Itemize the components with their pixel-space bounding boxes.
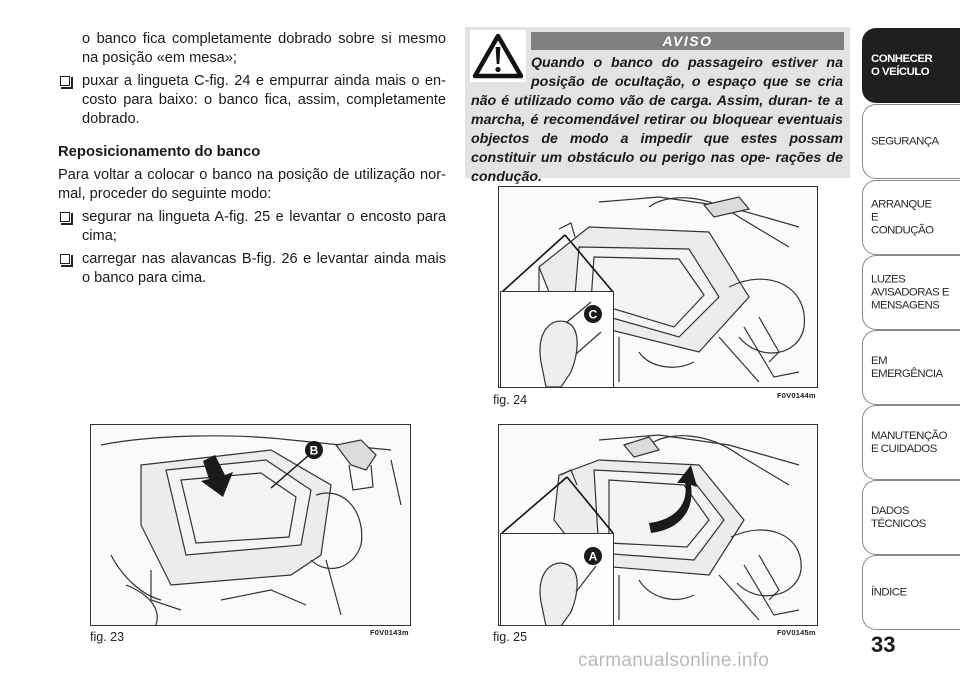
bullet-text: segurar na lingueta A-fig. 25 e levantar o encosto para cima; <box>82 209 446 244</box>
tab-seguranca[interactable] <box>862 104 960 179</box>
tab-dados-tecnicos[interactable] <box>862 480 960 555</box>
figure-24-code: F0V0144m <box>777 391 816 400</box>
body-text-column <box>58 30 446 288</box>
callout-a: A <box>588 549 598 564</box>
tab-label: SEGURANÇA <box>871 135 939 147</box>
figure-24 <box>498 186 818 388</box>
tab-label: DADOS TÉCNICOS <box>871 504 926 530</box>
figure-25-code: F0V0145m <box>777 628 816 637</box>
bullet-alavancas-b <box>58 250 446 288</box>
tab-luzes-avisadoras-e-mensagens[interactable] <box>862 255 960 330</box>
tab-em-emergencia[interactable] <box>862 330 960 405</box>
tab-indice[interactable] <box>862 555 960 630</box>
tab-label: ARRANQUE E CONDUÇÃO <box>871 198 934 236</box>
tab-label: EM EMERGÊNCIA <box>871 354 943 380</box>
tab-conhecer-o-veiculo[interactable] <box>862 28 960 103</box>
tab-label: ÍNDICE <box>871 586 907 598</box>
checkbox-bullet-icon <box>60 76 70 86</box>
tab-label: LUZES AVISADORAS E MENSAGENS <box>871 273 949 311</box>
bullet-text: puxar a lingueta C-fig. 24 e empurrar ainda mais o en- costo para baixo: o banco fica, assim, completamente dobrado. <box>82 73 446 127</box>
tab-manutencao-e-cuidados[interactable] <box>862 405 960 480</box>
warning-text: Quando o banco do passageiro estiver na posição de ocultação, o espaço que se cria não é utilizado como vão de carga. Assim, duran- te a marcha, é recomendável retirar ou bloquear eventuais objectos de modo a impedir que estes possam constituir um obstáculo ou perigo nas ope- rações de condução. <box>471 55 843 185</box>
figure-23-code: F0V0143m <box>370 628 409 637</box>
inset-detail-fig24 <box>500 291 614 388</box>
tab-label: MANUTENÇÃO E CUIDADOS <box>871 429 948 455</box>
figure-24-label: fig. 24 <box>493 393 528 407</box>
callout-c: C <box>588 307 598 322</box>
figure-25 <box>498 424 818 626</box>
figure-23 <box>90 424 411 626</box>
watermark: carmanualsonline.info <box>578 650 770 671</box>
lever-detail-illustration <box>501 534 615 626</box>
paragraph-reposicionamento: Para voltar a colocar o banco na posição de utilização nor- mal, proceder do seguinte modo: <box>58 167 446 202</box>
section-heading: Reposicionamento do banco <box>58 144 261 160</box>
paragraph-banco-em-mesa: o banco fica completamente dobrado sobre si mesmo na posição «em mesa»; <box>82 31 446 66</box>
tab-arranque-e-conducao[interactable] <box>862 180 960 255</box>
chapter-tabs <box>862 28 960 628</box>
tab-label: CONHECER O VEÍCULO <box>871 52 933 78</box>
bullet-lingueta-c <box>58 72 446 129</box>
callout-b: B <box>309 443 319 458</box>
inset-detail-fig25 <box>500 533 614 626</box>
page-number: 33 <box>871 632 896 657</box>
checkbox-bullet-icon <box>60 212 70 222</box>
warning-box <box>465 27 850 185</box>
seat-illustration-fig23 <box>91 425 411 626</box>
warning-text-block <box>471 54 843 187</box>
figure-25-label: fig. 25 <box>493 630 528 644</box>
lever-detail-illustration <box>501 292 615 388</box>
bullet-lingueta-a <box>58 208 446 246</box>
checkbox-bullet-icon <box>60 254 70 264</box>
warning-title: AVISO <box>531 32 844 50</box>
bullet-text: carregar nas alavancas B-fig. 26 e levantar ainda mais o banco para cima. <box>82 251 446 286</box>
figure-23-label: fig. 23 <box>90 630 125 644</box>
